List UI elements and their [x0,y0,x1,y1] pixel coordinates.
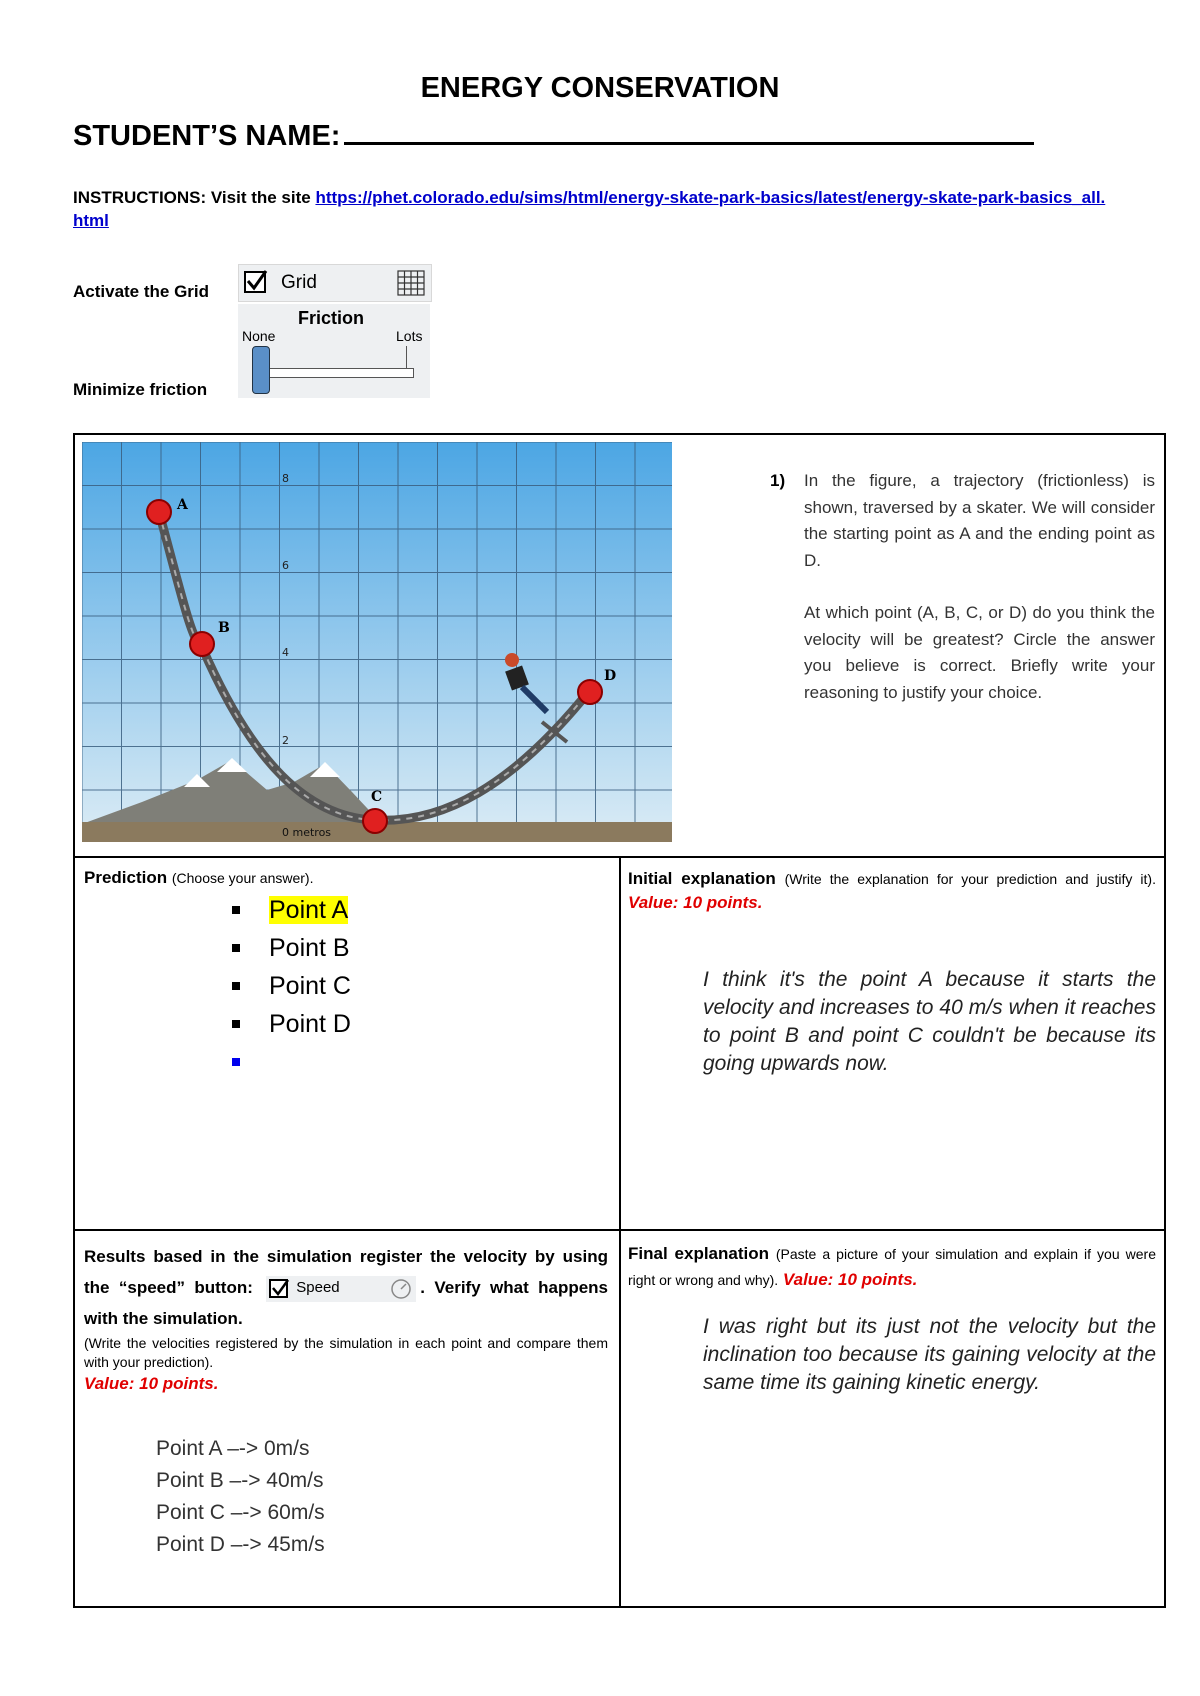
final-explanation-heading: Final explanation [628,1244,769,1263]
speed-button[interactable] [266,1276,416,1302]
grid-checkbox-label: Grid [281,272,317,293]
prediction-cell [84,867,614,1081]
skate-park-figure [82,442,672,842]
y-tick-label: 4 [282,646,289,659]
instructions-label: INSTRUCTIONS: Visit the site [73,188,311,207]
results-cell [84,1241,608,1561]
track-point-label: C [371,789,383,805]
prediction-option-b[interactable]: Point B [232,929,614,967]
track-point-d [578,680,602,704]
simulation-link[interactable]: https://phet.colorado.edu/sims/html/energy-skate-park-basics/latest/energy-skate-park-basics_all.html [73,188,1106,230]
friction-slider-thumb[interactable] [252,346,270,394]
prediction-heading: Prediction [84,868,168,887]
result-point-c: Point C –-> 60m/s [156,1501,325,1524]
friction-title: Friction [298,308,364,328]
prediction-option-c[interactable]: Point C [232,967,614,1005]
activate-grid-label: Activate the Grid [73,282,210,301]
grid-checkbox-control[interactable] [238,264,432,302]
column-divider [619,856,621,1608]
track-point-b [190,632,214,656]
final-explanation-cell [628,1241,1156,1397]
instructions [73,186,1113,232]
prediction-hint: (Choose your answer). [171,870,314,886]
page-title: ENERGY CONSERVATION [420,72,780,104]
final-explanation-answer[interactable]: I was right but its just not the velocity but the inclination too because its gaining velocity at the same time its gaining kinetic energy. [703,1315,1156,1394]
prediction-option-empty[interactable] [232,1043,614,1081]
prediction-options [232,891,614,1081]
question-paragraph-2: At which point (A, B, C, or D) do you think the velocity will be greatest? Circle the answer you believe is correct. Briefly write your reasoning to justify your choice. [804,603,1155,702]
initial-explanation-answer[interactable]: I think it's the point A because it starts the velocity and increases to 40 m/s when it reaches to point B and point C couldn't be because its going upwards now. [703,968,1156,1075]
result-point-a: Point A –-> 0m/s [156,1437,310,1460]
question-paragraph-1: In the figure, a trajectory (frictionless) is shown, traversed by a skater. We will consider the starting point as A and the ending point as D. [804,471,1155,570]
question-1 [770,468,1155,706]
results-list[interactable] [156,1433,608,1561]
track-point-label: A [177,497,188,513]
results-heading-2: . Verify what happens with the simulation. [84,1278,609,1328]
results-heading-1: Results based in the simulation register the velocity by using the “speed” button: [84,1247,608,1297]
student-name-line [73,118,1034,153]
final-explanation-value: Value: 10 points. [782,1270,918,1289]
ground-label: 0 metros [282,826,332,839]
result-point-b: Point B –-> 40m/s [156,1469,324,1492]
friction-max-label: Lots [396,328,423,344]
y-tick-label: 2 [282,734,289,747]
minimize-friction-label: Minimize friction [73,380,208,399]
track-point-label: D [604,668,617,684]
result-point-d: Point D –-> 45m/s [156,1533,325,1556]
question-number: 1) [770,471,786,490]
checkbox-checked-icon [268,1278,290,1300]
friction-min-label: None [242,328,276,344]
track-point-c [363,809,387,833]
results-value: Value: 10 points. [84,1374,219,1393]
final-explanation-hint: (Paste a picture of your simulation and explain if you were right or wrong and why). [628,1246,1156,1288]
y-tick-label: 6 [282,559,289,572]
friction-slider-control[interactable] [238,304,430,398]
friction-track[interactable] [260,368,414,378]
sky-background [82,442,672,842]
initial-explanation-cell [628,867,1156,1078]
prediction-option-d[interactable]: Point D [232,1005,614,1043]
initial-explanation-value: Value: 10 points. [628,893,763,912]
prediction-option-a[interactable]: Point A [232,891,614,929]
name-blank[interactable] [344,118,1034,145]
friction-tick-max [406,346,407,368]
track-point-label: B [218,620,230,636]
grid-icon [397,270,425,296]
speedometer-icon [390,1278,412,1300]
results-hint: (Write the velocities registered by the simulation in each point and compare them with your prediction). [84,1335,608,1370]
track-point-a [147,500,171,524]
y-tick-label: 8 [282,472,289,485]
speed-button-label: Speed [296,1278,340,1296]
student-name-label: STUDENT’S NAME: [73,120,341,152]
initial-explanation-heading: Initial explanation [628,869,776,888]
initial-explanation-hint: (Write the explanation for your prediction and justify it). [784,871,1156,887]
